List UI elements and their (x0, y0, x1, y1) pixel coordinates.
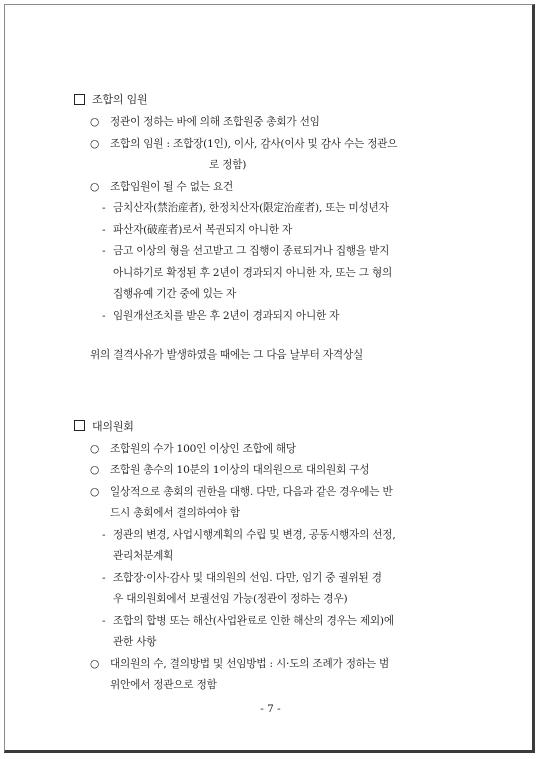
section-title: 조합의 임원 (92, 93, 148, 106)
sub-item (102, 568, 494, 590)
sub-item-text: 임원개선조치를 받은 후 2년이 경과되지 아니한 자 (113, 309, 340, 322)
section-title: 대의원회 (92, 419, 134, 433)
sub-item (102, 306, 494, 328)
sub-item-text: 금고 이상의 형을 선고받고 그 집행이 종료되거나 집행을 받지 (113, 245, 390, 257)
sub-item-text: 집행유예 기간 중에 있는 자 (113, 288, 237, 300)
document-body (70, 90, 494, 697)
list-item-text: 조합임원이 될 수 없는 요건 (110, 180, 234, 193)
sub-item-continuation (102, 546, 494, 568)
section-heading (70, 90, 494, 108)
sub-item-text: 조합의 합병 또는 해산(사업완료로 인한 해산의 경우는 제외)에 (113, 614, 394, 627)
list-item-text: 위안에서 정관으로 정함 (110, 679, 217, 691)
circle-bullet-icon: ○ (90, 485, 100, 498)
list-item (90, 439, 494, 461)
sub-item-text: 관한 사항 (113, 636, 157, 648)
sub-item (102, 611, 494, 633)
dash-bullet-icon: - (102, 202, 106, 214)
list-item (90, 134, 494, 156)
sub-item-continuation (102, 263, 494, 285)
list-item (90, 482, 494, 504)
dash-bullet-icon: - (102, 528, 106, 541)
dash-bullet-icon: - (102, 571, 106, 584)
sub-item-text: 금치산자(禁治産者), 한정치산자(限定治産者), 또는 미성년자 (113, 202, 389, 214)
list-item-continuation (90, 155, 494, 177)
sub-item-text: 조합장·이사·감사 및 대의원의 선임. 다만, 임기 중 궐위된 경 (113, 571, 382, 584)
sub-item-text: 정관의 변경, 사업시행계획의 수립 및 변경, 공동시행자의 선정, (113, 528, 396, 541)
list-item (90, 460, 494, 482)
sub-item-continuation (102, 632, 494, 654)
sub-item-text: 관리처분계획 (113, 550, 174, 562)
section-heading (70, 417, 494, 435)
dash-bullet-icon: - (102, 223, 106, 236)
disqualification-note: 위의 결격사유가 발생하였을 때에는 그 다음 날부터 자격상실 (90, 349, 364, 361)
sub-item (102, 241, 494, 263)
sub-item (102, 198, 494, 220)
sub-item-text: 우 대의원회에서 보궐선임 가능(정관이 정하는 경우) (113, 593, 348, 605)
dash-bullet-icon: - (102, 245, 106, 257)
list-item-text: 조합원의 수가 100인 이상인 조합에 해당 (110, 442, 296, 455)
circle-bullet-icon: ○ (90, 464, 100, 476)
list-item-continuation (90, 503, 494, 525)
list-item-text: 일상적으로 총회의 권한을 대행. 다만, 다음과 같은 경우에는 반 (110, 485, 393, 498)
checkbox-square-icon (74, 94, 85, 105)
circle-bullet-icon: ○ (90, 442, 100, 455)
list-item-continuation (90, 675, 494, 697)
list-item-text: 드시 총회에서 결의하여야 함 (110, 507, 240, 519)
sub-item-text: 아니하기로 확정된 후 2년이 경과되지 아니한 자, 또는 그 형의 (113, 266, 393, 279)
list-item-text: 조합원 총수의 10분의 1이상의 대의원으로 대의원회 구성 (110, 464, 370, 476)
list-item-text: 대의원의 수, 결의방법 및 선임방법 : 시·도의 조례가 정하는 범 (110, 657, 390, 670)
list-item-text: 조합의 임원 : 조합장(1인), 이사, 감사(이사 및 감사 수는 정관으 (110, 137, 398, 150)
circle-bullet-icon: ○ (90, 180, 100, 193)
sub-item-text: 파산자(破産者)로서 복권되지 아니한 자 (113, 223, 292, 236)
dash-bullet-icon: - (102, 614, 106, 627)
sub-item-continuation (102, 589, 494, 611)
checkbox-square-icon (74, 420, 85, 431)
circle-bullet-icon: ○ (90, 657, 100, 670)
list-item-text: 로 정함) (209, 159, 247, 171)
list-item (90, 177, 494, 199)
list-item (90, 112, 494, 134)
sub-item (102, 220, 494, 242)
circle-bullet-icon: ○ (90, 116, 100, 128)
circle-bullet-icon: ○ (90, 137, 100, 150)
page-number: - 7 - (260, 703, 281, 715)
sub-item (102, 525, 494, 547)
list-item (90, 654, 494, 676)
dash-bullet-icon: - (102, 309, 106, 322)
sub-item-continuation (102, 284, 494, 306)
list-item-text: 정관이 정하는 바에 의해 조합원중 총회가 선임 (110, 116, 320, 128)
